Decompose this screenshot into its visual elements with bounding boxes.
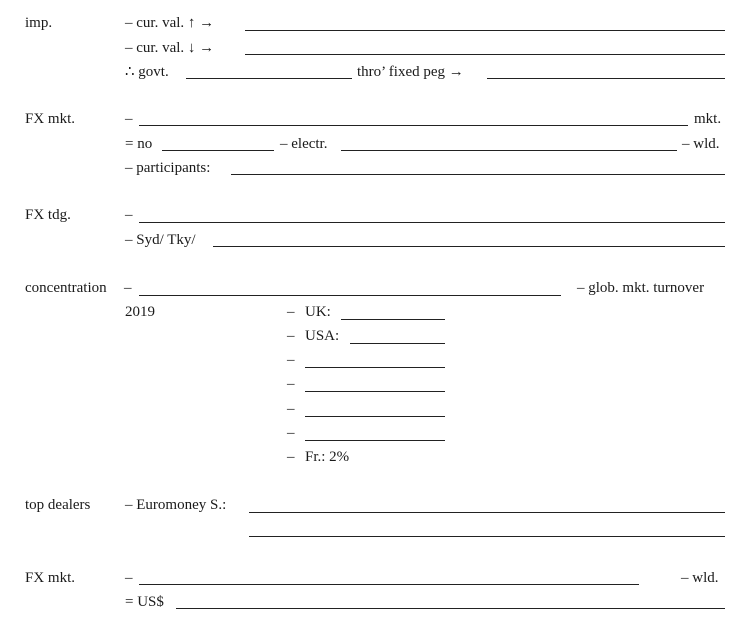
concentration-item-3-blank	[305, 367, 445, 368]
top-dealers-line-2-blank	[249, 536, 725, 537]
concentration-line-1-tail: – glob. mkt. turnover	[577, 280, 705, 296]
imp-line-2-text: – cur. val. ↓ →	[125, 40, 215, 56]
fx-tdg-line-2-lead: – Syd/ Tky/	[125, 232, 196, 248]
concentration-item-6-blank	[305, 440, 445, 441]
concentration-item-1-dash: –	[287, 304, 295, 320]
section-label-imp: imp.	[25, 15, 53, 31]
imp-line-3-blank-b	[487, 78, 725, 79]
imp-line-1-text: – cur. val. ↑ →	[125, 15, 215, 31]
imp-line-3-mid: thro’ fixed peg →	[357, 64, 464, 80]
imp-line-3-lead: ∴ govt.	[125, 64, 169, 80]
section-label-fx-tdg: FX tdg.	[25, 207, 71, 223]
imp-line-1-blank	[245, 30, 725, 31]
concentration-item-5-dash: –	[287, 401, 295, 417]
concentration-item-6-dash: –	[287, 425, 295, 441]
fx-mkt-line-1-lead: –	[125, 111, 133, 127]
fx-mkt-line-3-lead: – participants:	[125, 160, 211, 176]
concentration-year: 2019	[125, 304, 155, 320]
fx-tdg-line-2-blank	[213, 246, 725, 247]
fx-mkt-line-1-tail: mkt.	[694, 111, 722, 127]
top-dealers-line-1-blank	[249, 512, 725, 513]
concentration-item-7-dash: –	[287, 449, 295, 465]
concentration-item-5-blank	[305, 416, 445, 417]
fx-mkt-line-1-blank	[139, 125, 688, 126]
fx-mkt-line-2-blank-a	[162, 150, 274, 151]
concentration-item-2-label: USA:	[305, 328, 340, 344]
imp-line-2-blank	[245, 54, 725, 55]
imp-line-3-blank-a	[186, 78, 352, 79]
fx-mkt-2-line-1-blank	[139, 584, 639, 585]
fx-mkt-2-line-1-tail: – wld.	[681, 570, 719, 586]
fx-mkt-line-2-mid: – electr.	[280, 136, 328, 152]
section-label-fx-mkt: FX mkt.	[25, 111, 76, 127]
concentration-item-1-blank	[341, 319, 445, 320]
concentration-item-4-dash: –	[287, 376, 295, 392]
fx-tdg-line-1-blank	[139, 222, 725, 223]
fx-mkt-line-2-lead: = no	[125, 136, 153, 152]
concentration-line-1-blank	[139, 295, 561, 296]
section-label-top-dealers: top dealers	[25, 497, 91, 513]
fx-tdg-line-1-lead: –	[125, 207, 133, 223]
fx-mkt-2-line-2-blank	[176, 608, 725, 609]
concentration-item-1-label: UK:	[305, 304, 331, 320]
fx-mkt-line-3-blank	[231, 174, 725, 175]
concentration-item-2-blank	[350, 343, 445, 344]
fx-mkt-2-line-2-lead: = US$	[125, 594, 164, 610]
fx-mkt-line-2-tail: – wld.	[682, 136, 720, 152]
top-dealers-line-1-lead: – Euromoney S.:	[125, 497, 227, 513]
section-label-concentration: concentration	[25, 280, 107, 296]
section-label-fx-mkt-2: FX mkt.	[25, 570, 76, 586]
concentration-item-2-dash: –	[287, 328, 295, 344]
fx-mkt-2-line-1-lead: –	[125, 570, 133, 586]
concentration-item-3-dash: –	[287, 352, 295, 368]
concentration-item-4-blank	[305, 391, 445, 392]
fx-mkt-line-2-blank-b	[341, 150, 677, 151]
concentration-line-1-lead: –	[124, 280, 132, 296]
concentration-item-7-label: Fr.: 2%	[305, 449, 350, 465]
